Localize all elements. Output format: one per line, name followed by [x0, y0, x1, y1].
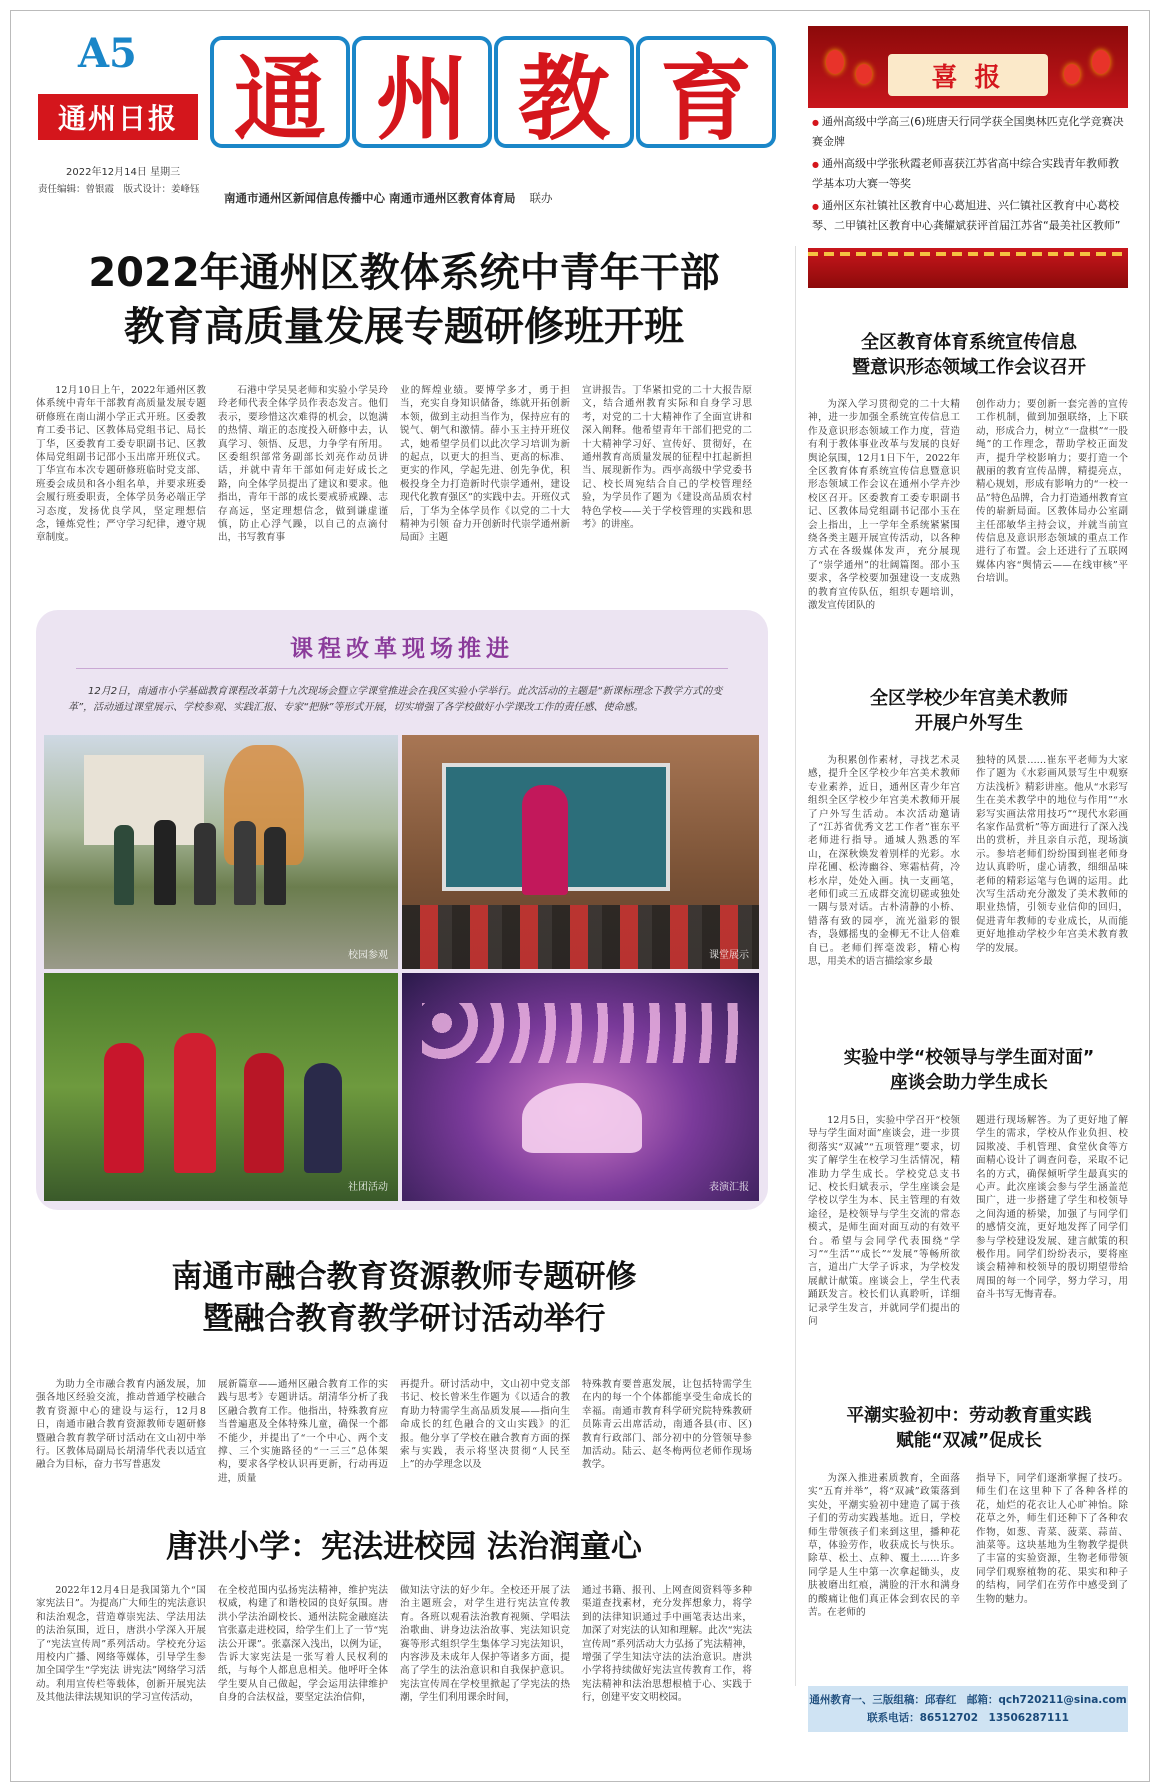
kecheng-title: 课程改革现场推进	[290, 635, 514, 662]
sponsors: 南通市通州区新闻信息传播中心 南通市通州区教育体育局	[224, 191, 516, 205]
photo-performance	[402, 973, 759, 1201]
page-number: A5	[78, 30, 137, 77]
tanghong-title: 唐洪小学：宪法进校园 法治润童心	[166, 1529, 642, 1565]
photo-classroom	[402, 735, 759, 969]
kecheng-intro: 12月2日，南通市小学基础教育课程改革第十九次现场会暨立学课堂推进会在我区实验小学举行。此次活动的主题是“新课标理念下教学方式的变革”，活动通过课堂展示、学校参观、实践汇报、专家“把脉”等形式开展，切实增强了各学校做好小学课改工作的责任感、使命感。	[68, 686, 723, 713]
shiyan-title-line2: 座谈会助力学生成长	[890, 1073, 1048, 1093]
pingchao-col-1: 为深入推进素质教育，全面落实“五育并举”，将“双减”政策落到实处，平潮实验初中建造了属于孩子们的劳动实践基地。近日，学校师生带领孩子们来到这里，播种花草，体验劳作，收获成长与快乐。除草、松土、点种、覆土……许多同学是人生中第一次拿起锄头，皮肤被磨出红痕，满脸的汗水和满身的酸痛让他们真正体会到农民的辛苦。在老师的	[808, 1473, 960, 1619]
pingchao-col-2: 指导下，同学们逐渐掌握了技巧。师生们在这里种下了各种各样的花，灿烂的花衣让人心旷神怡。除花草之外，师生们还种下了各种农作物，如葱、青菜、菠菜、蒜苗、油菜等。这块基地为生物教学提供了丰富的实验资源，生物老师带领同学们观察植物的花、果实和种子的结构，同学们在劳作中感受到了生物的魅力。	[976, 1473, 1128, 1605]
meishu-title-line1: 全区学校少年宫美术教师	[870, 688, 1068, 709]
tanghong-col-3: 做知法守法的好少年。全校还开展了法治主题班会，对学生进行宪法宣传教育。各班以观看法治教育视频、学唱法治歌曲、讲身边法治故事、宪法知识竞赛等形式组织学生集体学习宪法知识，内容涉及未成年人保护等诸多方面，提高了学生的法治意识和自我保护意识。宪法宣传周在学校里掀起了学宪法的热潮，学生们利用课余时间，	[400, 1585, 570, 1704]
pingchao-title-line1: 平潮实验初中：劳动教育重实践	[846, 1406, 1092, 1426]
masthead-char-4: 育	[636, 36, 776, 148]
photo-caption-4: 表演汇报	[709, 1182, 749, 1193]
masthead-char-2: 州	[352, 36, 492, 148]
newspaper-logo-text: 通州日报	[57, 102, 178, 135]
meishu-title	[806, 686, 1132, 736]
meishu-col-1: 为积累创作素材，寻找艺术灵感，提升全区学校少年宫美术教师专业素养，近日，通州区青少年宫组织全区学校少年宫美术教师开展了户外写生活动。本次活动邀请了“江苏省优秀文艺工作者”崔东平老师进行指导。通城人熟悉的军山，在深秋焕发着别样的光彩。水岸花圃、松涛幽谷、寒霜枯荷，冷杉水岸，处处入画。执一支画笔，老师们或三五成群交流切磋或独处一隅与景对话。古朴清静的小桥、错落有致的园亭，流光溢彩的银杏，袅娜摇曳的金柳无不让人倍难自已。老师们挥毫泼彩，精心构思，用美术的语言描绘家乡最	[808, 755, 960, 968]
lantern-right2-icon	[1064, 64, 1080, 84]
editors-line: 责任编辑：曾银霞 版式设计：姜峰钰	[38, 184, 200, 195]
tanghong-col-1: 2022年12月4日是我国第九个“国家宪法日”。为提高广大师生的宪法意识和法治观念，营造尊崇宪法、学法用法的法治氛围，近日，唐洪小学深入开展了“宪法宣传周”系列活动。学校充分运用校内广播、网络等媒体，引导学生参加全国学生“学宪法 讲宪法”网络学习活动。利用宣传栏等载体，创新开展宪法及其他法律法规知识的学习宣传活动，	[36, 1585, 206, 1704]
ronghe-col-3: 再提升。研讨活动中，文山初中党支部书记、校长曾米生作题为《以适合的教育助力特需学生高品质发展——指向生命成长的红色融合的文山实践》的汇报。他分享了学校在融合教育方面的探索与实践，表示将坚决贯彻“人民至上”的办学理念以及	[400, 1379, 570, 1471]
sponsor-tag: 联办	[529, 191, 553, 205]
xibao-list	[812, 112, 1124, 238]
xuanchuan-title-line2: 暨意识形态领域工作会议召开	[852, 357, 1086, 378]
xibao-bottom-banner	[808, 248, 1128, 288]
ronghe-title	[26, 1256, 782, 1340]
lead-col-4: 宣讲报告。丁华紧扣党的二十大报告原文，结合通州教育实际和自身学习思考，对党的二十大精神作了全面宣讲和深入阐释。他希望青年干部们把党的二十大精神学习好、宣传好、贯彻好，在通州教育高质量发展的征程中扛起新担当、展现新作为。西亭高级中学党委书记、校长周宛结合自己的学校管理经验，为学员作了题为《建设高品质农村特色学校——关于学校管理的实践和思考》的讲座。	[582, 385, 752, 531]
xuanchuan-col-1: 为深入学习贯彻党的二十大精神，进一步加强全系统宣传信息工作及意识形态领域工作力度，营造有利于教体事业改革与发展的良好舆论氛围，12月1日下午，2022年全区教育体育系统宣传信息暨意识形态领域工作会议在通州小学卉沙校区召开。区委教育工委专职副书记、区教体局党组副书记邵小玉在会上指出，上一学年全系统紧紧围绕各类主题开展宣传活动，以各种方式在各级媒体发声，充分展现了“崇学通州”的壮阔篇图。邵小玉要求，各学校要加强建设一支成熟的教育宣传队伍，组织专题培训，激发宣传团队的	[808, 399, 960, 612]
ronghe-col-1: 为助力全市融合教育内涵发展，加强各地区经验交流，推动普通学校融合教育资源中心的建设与运行，12月8日，南通市融合教育资源教师专题研修暨融合教育教学研讨活动在文山初中举行。区教体局副局长胡清华代表以适宜融合为目标，奋力书写普惠发	[36, 1379, 206, 1471]
column-divider	[795, 246, 796, 1686]
tanghong-col-2: 在全校范围内弘扬宪法精神，维护宪法权威，构建了和谐校园的良好氛围。唐洪小学法治副校长、通州法院金融庭法官张嘉走进校园，给学生们上了一节“宪法公开课”。张嘉深入浅出，以例为证，告诉大家宪法是一张写着人民权利的纸，与每个人都息息相关。他呼吁全体学生要从自己做起，学会运用法律维护自身的合法权益，要坚定法治信仰，	[218, 1585, 388, 1704]
meishu-title-line2: 开展户外写生	[915, 713, 1023, 734]
xibao-item-1: ● 通州高级中学高三(6)班唐天行同学获全国奥林匹克化学竞赛决赛金牌	[812, 112, 1124, 151]
photo-caption-3: 社团活动	[348, 1182, 388, 1193]
masthead-char-3: 教	[494, 36, 634, 148]
ronghe-title-line2: 暨融合教育教学研讨活动举行	[202, 1301, 606, 1337]
xibao-top-banner	[808, 26, 1128, 108]
ronghe-title-line1: 南通市融合教育资源教师专题研修	[171, 1259, 637, 1295]
photo-campus-visit	[44, 735, 398, 969]
xibao-item-2: ● 通州高级中学张秋霞老师喜获江苏省高中综合实践青年教师教学基本功大赛一等奖	[812, 154, 1124, 193]
photo-caption-1: 校园参观	[348, 950, 388, 961]
shiyan-title-line1: 实验中学“校领导与学生面对面”	[843, 1048, 1095, 1068]
sponsors-line	[224, 190, 553, 206]
shiyan-col-2: 题进行现场解答。为了更好地了解学生的需求，学校从作业负担、校园欺凌、手机管理、食堂伙食等方面精心设计了调查问卷，采取不记名的方式，确保倾听学生最真实的心声。此次座谈会参与学生涵盖范围广，进一步搭建了学生和校领导之间沟通的桥梁，加强了与同学们的感情交流，更好地发挥了同学们参与学校建设发展、建言献策的积极作用。同学们纷纷表示，要将座谈会精神和校领导的殷切期望带给周围的每一个同学，努力学习，用奋斗书写无悔青春。	[976, 1115, 1128, 1301]
lead-col-3: 业的辉煌业绩。要博学多才，勇于担当，充实自身知识储备，练就开拓创新本领，做到主动担当作为，保持应有的锐气、朝气和激情。薛小玉主持开班仪式，她希望学员们以此次学习培训为新的起点，以更大的担当、更高的标准、更实的作风，学起先进、创先争优，积极投身全力打造新时代崇学通州，建设现代化教育强区”的实践中去。开班仪式后，丁华为全体学员作《以党的二十大精神为引领 奋力开创新时代崇学通州新局面》主题	[400, 385, 570, 544]
lead-title	[26, 246, 782, 354]
xuanchuan-title	[806, 330, 1132, 380]
pingchao-title-line2: 赋能“双减”促成长	[896, 1431, 1042, 1451]
xibao-item-3: ● 通州区东社镇社区教育中心葛旭进、兴仁镇社区教育中心葛校琴、二甲镇社区教育中心龚耀斌获评首届江苏省“最美社区教师”	[812, 196, 1124, 235]
ronghe-col-2: 展新篇章——通州区融合教育工作的实践与思考》专题讲话。胡清华分析了我区融合教育工作。他指出，特殊教育应当普遍惠及全体特殊儿童，确保一个都不能少，并提出了“一个中心、两个支撑、三个实施路径的“一三三”总体架构，要求各学校认识再更新，行动再迈进，质量	[218, 1379, 388, 1484]
ronghe-col-4: 特殊教育要普惠发展，让包括特需学生在内的每一个个体都能享受生命成长的幸福。南通市教育科学研究院特殊教研员陈青云出席活动，南通各县(市、区)教育行政部门、部分初中的分管领导参加活动。陆云、赵冬梅两位老师作现场教学。	[582, 1379, 752, 1471]
newspaper-logo	[38, 94, 198, 140]
date-line: 2022年12月14日 星期三	[66, 167, 181, 178]
shiyan-col-1: 12月5日，实验中学召开“校领导与学生面对面”座谈会，进一步贯彻落实“双减”“五项管理”要求，切实了解学生在校学习生活情况，精准助力学生成长。学校党总支书记、校长归斌表示，学生座谈会是学校以学生为本、民主管理的有效途径，是校领导与学生交流的常态模式，是师生面对面互动的有效平台。希望与会同学代表围绕“学习”“生活”“成长”“发展”等畅所欲言，道出广大学子诉求，为学校发展献计献策。座谈会上，学生代表踊跃发言。校长们认真聆听，详细记录学生发言，并就同学们提出的问	[808, 1115, 960, 1328]
lantern-left-icon	[826, 50, 844, 74]
lead-title-line2: 教育高质量发展专题研修班开班	[124, 304, 684, 350]
lantern-left2-icon	[856, 64, 872, 84]
contact-box	[808, 1686, 1128, 1732]
lantern-right-icon	[1092, 50, 1110, 74]
xuanchuan-col-2: 创作动力；要创新一套完善的宣传工作机制，做到加强联络，上下联动，形成合力，树立“一盘棋”“一股绳”的工作理念，帮助学校正面发声，提升学校影响力；要打造一个靓丽的教育宣传品牌，精提亮点，精心规划，形成有影响力的“一校一品”特色品牌，合力打造通州教育宣传的崭新局面。区教体局办公室副主任邵敏华主持会议，并就当前宣传信息及意识形态领域的重点工作进行了布置。会上还进行了五联网媒体内容“舆情云——在线审核”平台培训。	[976, 399, 1128, 585]
contact-line-2: 联系电话：86512702 13506287111	[867, 1712, 1069, 1724]
photo-club-activity	[44, 973, 398, 1201]
shiyan-title	[806, 1046, 1132, 1096]
xibao-title-plate	[888, 54, 1048, 96]
tanghong-col-4: 通过书籍、报刊、上网查阅资料等多种渠道查找素材，充分发挥想象力，将学到的法律知识通过手中画笔表达出来，加深了对宪法的认知和理解。此次“宪法宣传周”系列活动大力弘扬了宪法精神，增强了学生知法守法的法治意识。唐洪小学将持续做好宪法宣传教育工作，将宪法精神和法治思想根植于心、实践于行，创建平安文明校园。	[582, 1585, 752, 1704]
xibao-title: 喜 报	[931, 62, 1005, 93]
kecheng-box	[36, 610, 768, 1210]
pingchao-title	[806, 1404, 1132, 1454]
lead-title-line1: 2022年通州区教体系统中青年干部	[88, 250, 720, 296]
photo-caption-2: 课堂展示	[709, 950, 749, 961]
meishu-col-2: 独特的风景……崔东平老师为大家作了题为《水彩画风景写生中观察方法浅析》精彩讲座。他从“水彩写生在美术教学中的地位与作用”“水彩写实画法常用技巧”“现代水彩画名家作品赏析”等方面进行了深入浅出的赏析，并且亲自示范，现场演示。参培老师们纷纷围到崔老师身边认真聆听，虚心请教，细细品味老师的精彩运笔与色调的运用。此次写生活动充分激发了美术教师的职业热情，引领专业信仰的回归，促进青年教师的专业成长，从而能更好地推动学校少年宫美术教育教学的发展。	[976, 755, 1128, 954]
masthead-char-1: 通	[210, 36, 350, 148]
lead-col-2: 石港中学吴昊老师和实验小学吴玲玲老师代表全体学员作表态发言。他们表示，要珍惜这次难得的机会，以饱满的热情、端正的态度投入研修中去，认真学习、领悟、反思，力争学有所用。区委组织部常务副部长刘亮作动员讲话，并就中青年干部如何走好成长之路，向全体学员提出了建议和要求。他指出，青年干部的成长要戒骄戒躁、志存高远，坚定理想信念，做到谦虚谨慎，防止心浮气躁，以自己的点滴付出，书写教育事	[218, 385, 388, 544]
lead-col-1: 12月10日上午，2022年通州区教体系统中青年干部教育高质量发展专题研修班在南山湖小学正式开班。区委教育工委书记、区教体局党组书记、局长丁华，区委教育工委专职副书记、区教体局党组副书记邵小玉出席开班仪式。丁华宣布本次专题研修班临时党支部、班委会成员和各小组名单，并要求班委会履行班委职责，全体学员务必端正学习态度，发扬优良学风，坚定理想信念，锤炼党性；严守学习纪律，遵守规章制度。	[36, 385, 206, 544]
xuanchuan-title-line1: 全区教育体育系统宣传信息	[861, 332, 1077, 353]
contact-line-1: 通州教育一、三版组稿：邱春红 邮箱：qch720211@sina.com	[809, 1694, 1127, 1706]
kecheng-title-underline	[76, 668, 728, 669]
